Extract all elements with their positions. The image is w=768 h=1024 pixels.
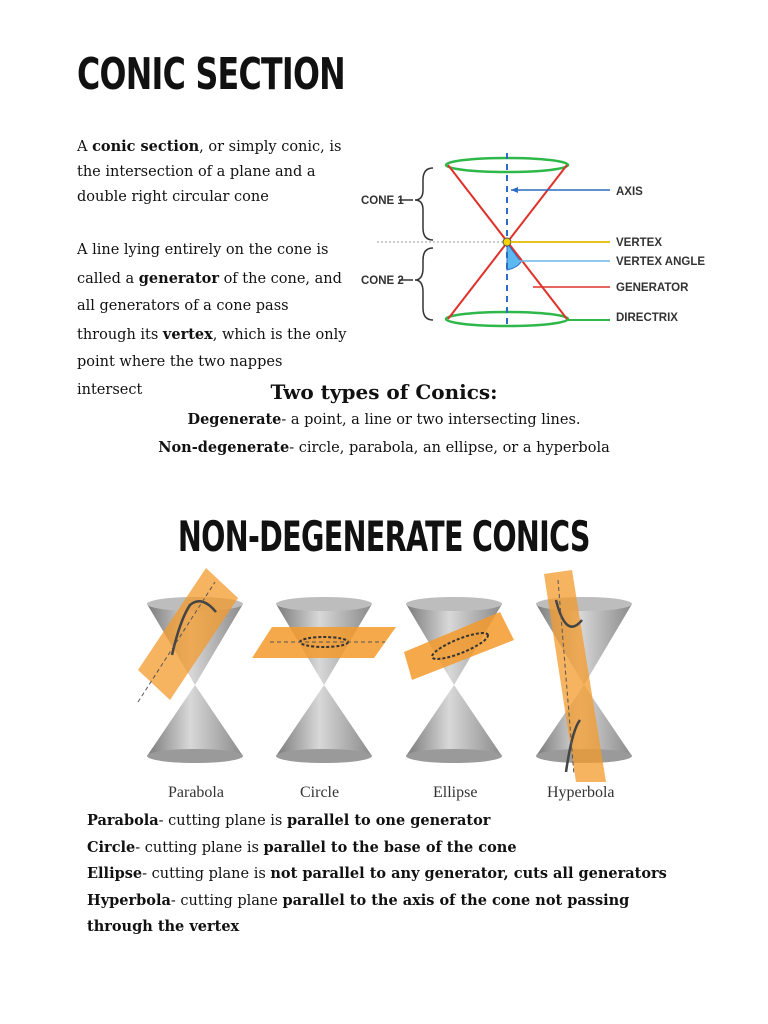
cone-diagram xyxy=(355,150,725,335)
caption-parabola: Parabola xyxy=(168,784,224,801)
definition-label: Ellipse xyxy=(87,865,143,882)
definition-emphasis: parallel to the base of the cone xyxy=(263,838,517,856)
definition-emphasis: not parallel to any generator, cuts all generators xyxy=(270,865,667,882)
directrix-label: DIRECTRIX xyxy=(616,312,678,324)
definition-text: - cutting plane is xyxy=(135,839,264,856)
cone1-label: CONE 1 xyxy=(361,195,404,207)
caption-circle: Circle xyxy=(300,784,340,801)
two-types-section xyxy=(0,378,768,462)
ellipse-figure xyxy=(404,597,514,763)
degenerate-label: Degenerate xyxy=(187,411,282,428)
caption-ellipse: Ellipse xyxy=(433,784,478,801)
intro-paragraph-1 xyxy=(77,134,347,210)
term-generator: generator xyxy=(138,269,219,287)
intro-text xyxy=(77,134,347,404)
nondegenerate-line xyxy=(0,434,768,462)
conics-illustration xyxy=(120,560,660,805)
nondegenerate-text: - circle, parabola, an ellipse, or a hyperbola xyxy=(289,440,610,456)
vertex-label: VERTEX xyxy=(616,237,663,249)
section2-title-text: NON-DEGENERATE CONICS xyxy=(178,512,590,561)
definition-emphasis: parallel to the axis of the cone not passing through the vertex xyxy=(87,891,630,935)
degenerate-text: - a point, a line or two intersecting lines. xyxy=(281,412,581,428)
definition-hyperbola xyxy=(87,888,687,941)
two-types-heading: Two types of Conics: xyxy=(270,380,498,404)
text: A xyxy=(77,139,93,155)
definition-text: - cutting plane xyxy=(170,892,283,909)
term-conic-section: conic section xyxy=(92,138,200,155)
definition-circle xyxy=(87,835,687,862)
definition-parabola xyxy=(87,808,687,835)
definition-label: Parabola xyxy=(87,812,159,829)
definition-ellipse xyxy=(87,861,687,888)
text: A line lying entirely on the cone is called a xyxy=(77,242,329,287)
definition-emphasis: parallel to one generator xyxy=(286,812,491,829)
text: of the cone, and all generators of a cone pass through its xyxy=(77,270,342,343)
definition-text: - cutting plane is xyxy=(158,813,287,829)
definition-label: Hyperbola xyxy=(87,891,171,909)
page-title: CONIC SECTION xyxy=(77,49,345,100)
vertex-angle-label: VERTEX ANGLE xyxy=(616,256,706,268)
definitions-list xyxy=(87,808,687,941)
axis-label: AXIS xyxy=(616,186,643,198)
vertex-point xyxy=(503,238,511,246)
cone2-brace xyxy=(415,248,433,320)
parabola-figure xyxy=(138,568,243,763)
degenerate-line xyxy=(0,406,768,434)
cone2-label: CONE 2 xyxy=(361,275,404,287)
hyperbola-figure xyxy=(536,570,632,782)
cone1-brace xyxy=(415,168,433,240)
nondegenerate-label: Non-degenerate xyxy=(158,439,290,456)
term-vertex: vertex xyxy=(162,325,213,343)
circle-figure xyxy=(252,597,396,763)
caption-hyperbola: Hyperbola xyxy=(547,784,615,801)
definition-label: Circle xyxy=(87,838,136,856)
generator-label: GENERATOR xyxy=(616,282,689,294)
text: , or simply conic, is the intersection of a plane and a double right circular cone xyxy=(77,139,342,205)
text: , which is the only point where the two nappes intersect xyxy=(77,326,347,398)
definition-text: - cutting plane is xyxy=(142,866,271,882)
section-title-nondegenerate xyxy=(0,512,768,562)
